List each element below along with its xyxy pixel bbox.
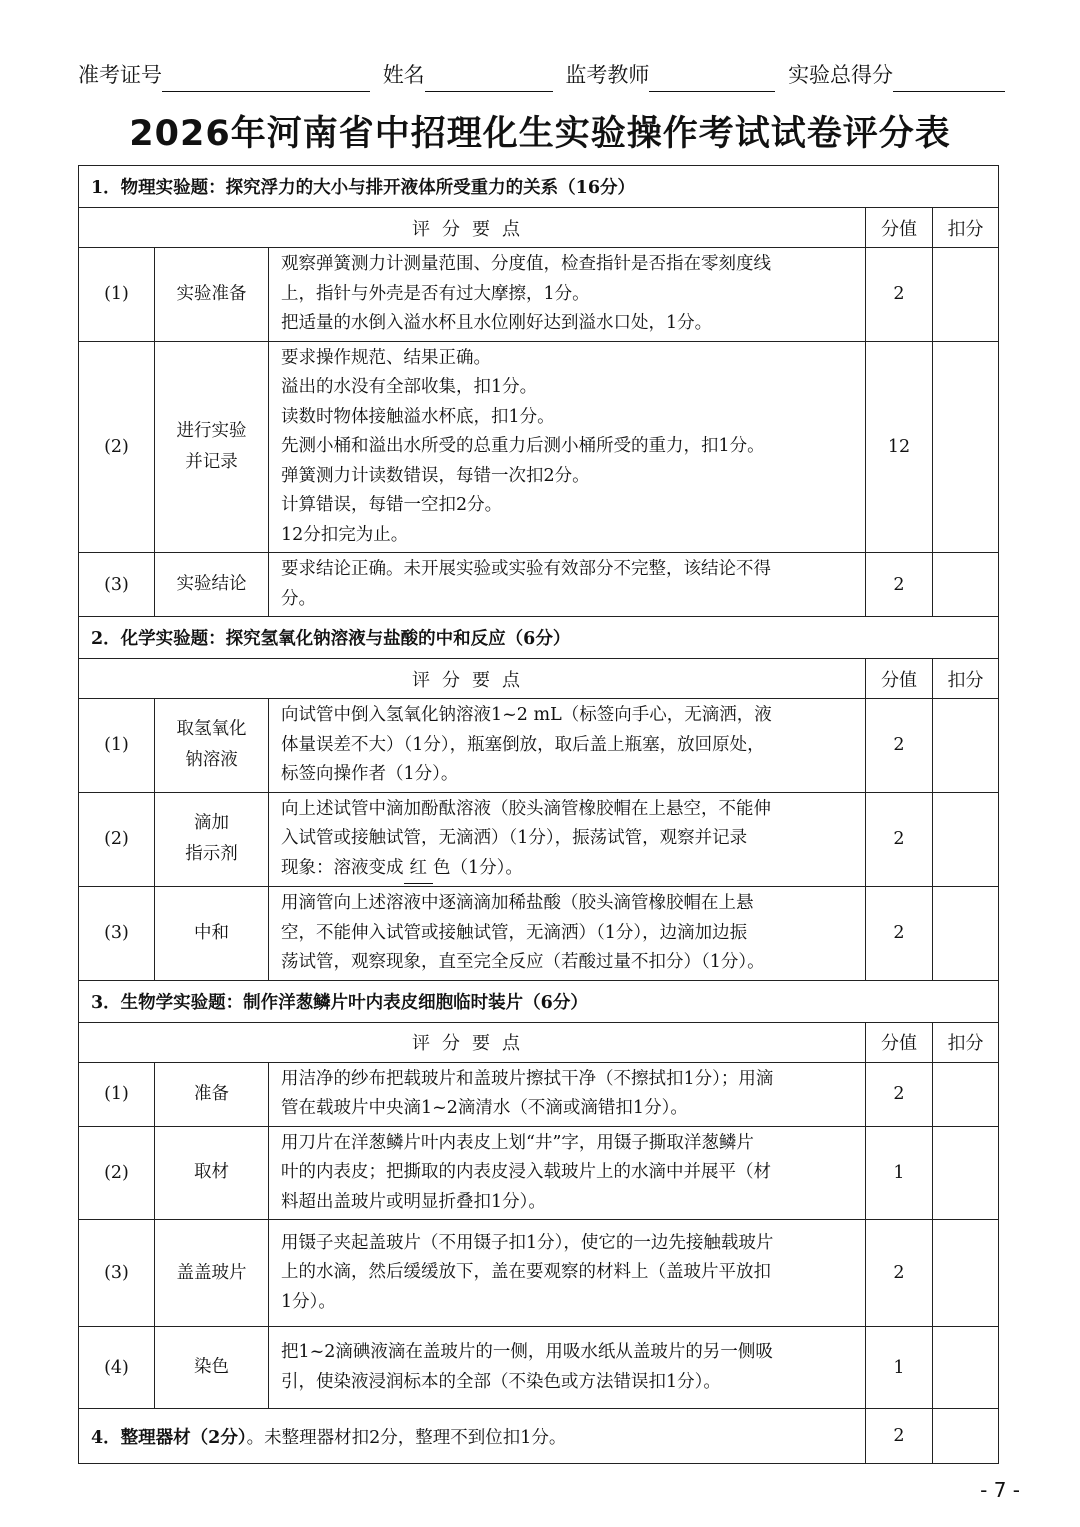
row-number: (1) [79, 1062, 155, 1126]
deduct-cell[interactable] [933, 1327, 999, 1409]
row-number: (3) [79, 887, 155, 981]
row-number: (1) [79, 699, 155, 793]
candidate-info-line [78, 58, 1028, 92]
proctor-label: 监考教师 [565, 63, 650, 87]
row-description: 向试管中倒入氢氧化钠溶液1~2 mL（标签向手心，无滴洒，液 体量误差不大）（1分），瓶塞倒放，取后盖上瓶塞，放回原处， 标签向操作者（1分）。 [269, 699, 866, 793]
row-description: 向上述试管中滴加酚酞溶液（胶头滴管橡胶帽在上悬空，不能伸 入试管或接触试管，无滴洒）（1分），振荡试管，观察并记录 现象：溶液变成 红 色（1分）。 [269, 792, 866, 887]
deduct-cell[interactable] [933, 1409, 999, 1464]
row-number: (1) [79, 248, 155, 342]
physics-section-title-row [79, 166, 999, 208]
row-description: 要求结论正确。未开展实验或实验有效部分不完整，该结论不得 分。 [269, 553, 866, 617]
row-number: (4) [79, 1327, 155, 1409]
row-description: 用镊子夹起盖玻片（不用镊子扣1分），使它的一边先接触载玻片 上的水滴，然后缓缓放下，盖在要观察的材料上（盖玻片平放扣 1分）。 [269, 1220, 866, 1327]
name-field[interactable] [425, 65, 553, 92]
row-number: (2) [79, 792, 155, 887]
row-item: 盖盖玻片 [155, 1220, 269, 1327]
row-description: 要求操作规范、结果正确。 溢出的水没有全部收集，扣1分。 读数时物体接触溢水杯底，扣1分。 先测小桶和溢出水所受的总重力后测小桶所受的重力，扣1分。 弹簧测力计读数错误，每错一次扣2分。 计算错误，每错一空扣2分。 12分扣完为止。 [269, 341, 866, 553]
row-number: (3) [79, 553, 155, 617]
table-row [79, 887, 999, 981]
row-item: 进行实验 并记录 [155, 341, 269, 553]
total-score-field[interactable] [893, 65, 1005, 92]
score-header: 分值 [866, 1022, 933, 1062]
cleanup-title: 4．整理器材（2分） [91, 1427, 247, 1448]
deduct-cell[interactable] [933, 1220, 999, 1327]
biology-section-title-row [79, 980, 999, 1022]
table-row [79, 699, 999, 793]
row-score: 2 [866, 887, 933, 981]
row-item: 滴加 指示剂 [155, 792, 269, 887]
requirements-header: 评分要点 [79, 208, 866, 248]
deduct-header: 扣分 [933, 659, 999, 699]
table-row [79, 1327, 999, 1409]
row-score: 2 [866, 792, 933, 887]
row-score: 12 [866, 341, 933, 553]
row-description: 用滴管向上述溶液中逐滴滴加稀盐酸（胶头滴管橡胶帽在上悬 空，不能伸入试管或接触试管，无滴洒）（1分），边滴加边振 荡试管，观察现象，直至完全反应（若酸过量不扣分）（1分）。 [269, 887, 866, 981]
row-score: 2 [866, 1409, 933, 1464]
chemistry-column-header [79, 659, 999, 699]
name-label: 姓名 [382, 63, 425, 87]
row-description: 用洁净的纱布把载玻片和盖玻片擦拭干净（不擦拭扣1分）；用滴 管在载玻片中央滴1~2滴清水（不滴或滴错扣1分）。 [269, 1062, 866, 1126]
row-item: 染色 [155, 1327, 269, 1409]
row-score: 2 [866, 1220, 933, 1327]
row-item: 实验结论 [155, 553, 269, 617]
page-number: - 7 - [980, 1478, 1020, 1502]
chemistry-section-title-row [79, 617, 999, 659]
cleanup-text: 。未整理器材扣2分，整理不到位扣1分。 [246, 1427, 567, 1448]
deduct-cell[interactable] [933, 1126, 999, 1220]
deduct-cell[interactable] [933, 699, 999, 793]
table-row [79, 1126, 999, 1220]
exam-id-field[interactable] [162, 65, 370, 92]
deduct-cell[interactable] [933, 792, 999, 887]
table-row [79, 553, 999, 617]
row-score: 1 [866, 1126, 933, 1220]
total-score-label: 实验总得分 [788, 63, 894, 87]
proctor-field[interactable] [649, 65, 775, 92]
table-row [79, 1062, 999, 1126]
requirements-header: 评分要点 [79, 659, 866, 699]
deduct-cell[interactable] [933, 248, 999, 342]
row-description: 把1~2滴碘液滴在盖玻片的一侧，用吸水纸从盖玻片的另一侧吸 引，使染液浸润标本的全部（不染色或方法错误扣1分）。 [269, 1327, 866, 1409]
row-description: 观察弹簧测力计测量范围、分度值，检查指针是否指在零刻度线 上，指针与外壳是否有过大摩擦，1分。 把适量的水倒入溢水杯且水位刚好达到溢水口处，1分。 [269, 248, 866, 342]
row-item: 中和 [155, 887, 269, 981]
row-score: 2 [866, 248, 933, 342]
cleanup-row [79, 1409, 999, 1464]
answer-blank: 红 [404, 854, 434, 885]
row-number: (2) [79, 1126, 155, 1220]
row-item: 取氢氧化 钠溶液 [155, 699, 269, 793]
deduct-cell[interactable] [933, 887, 999, 981]
row-item: 准备 [155, 1062, 269, 1126]
row-score: 2 [866, 1062, 933, 1126]
deduct-cell[interactable] [933, 553, 999, 617]
exam-id-label: 准考证号 [78, 63, 162, 87]
deduct-header: 扣分 [933, 1022, 999, 1062]
physics-section-title: 1．物理实验题：探究浮力的大小与排开液体所受重力的关系（16分） [79, 166, 999, 208]
row-item: 实验准备 [155, 248, 269, 342]
deduct-header: 扣分 [933, 208, 999, 248]
table-row [79, 1220, 999, 1327]
row-number: (2) [79, 341, 155, 553]
scoring-table [78, 165, 999, 1464]
table-row [79, 792, 999, 887]
row-score: 1 [866, 1327, 933, 1409]
physics-column-header [79, 208, 999, 248]
biology-section-title: 3．生物学实验题：制作洋葱鳞片叶内表皮细胞临时装片（6分） [79, 980, 999, 1022]
biology-column-header [79, 1022, 999, 1062]
row-item: 取材 [155, 1126, 269, 1220]
deduct-cell[interactable] [933, 1062, 999, 1126]
page-title: 2026年河南省中招理化生实验操作考试试卷评分表 [129, 114, 951, 154]
row-score: 2 [866, 553, 933, 617]
row-score: 2 [866, 699, 933, 793]
requirements-header: 评分要点 [79, 1022, 866, 1062]
row-description: 用刀片在洋葱鳞片叶内表皮上划“井”字，用镊子撕取洋葱鳞片 叶的内表皮；把撕取的内表皮浸入载玻片上的水滴中并展平（材 料超出盖玻片或明显折叠扣1分）。 [269, 1126, 866, 1220]
deduct-cell[interactable] [933, 341, 999, 553]
row-number: (3) [79, 1220, 155, 1327]
score-header: 分值 [866, 208, 933, 248]
score-header: 分值 [866, 659, 933, 699]
table-row [79, 341, 999, 553]
table-row [79, 248, 999, 342]
chemistry-section-title: 2．化学实验题：探究氢氧化钠溶液与盐酸的中和反应（6分） [79, 617, 999, 659]
cleanup-description [79, 1409, 866, 1464]
